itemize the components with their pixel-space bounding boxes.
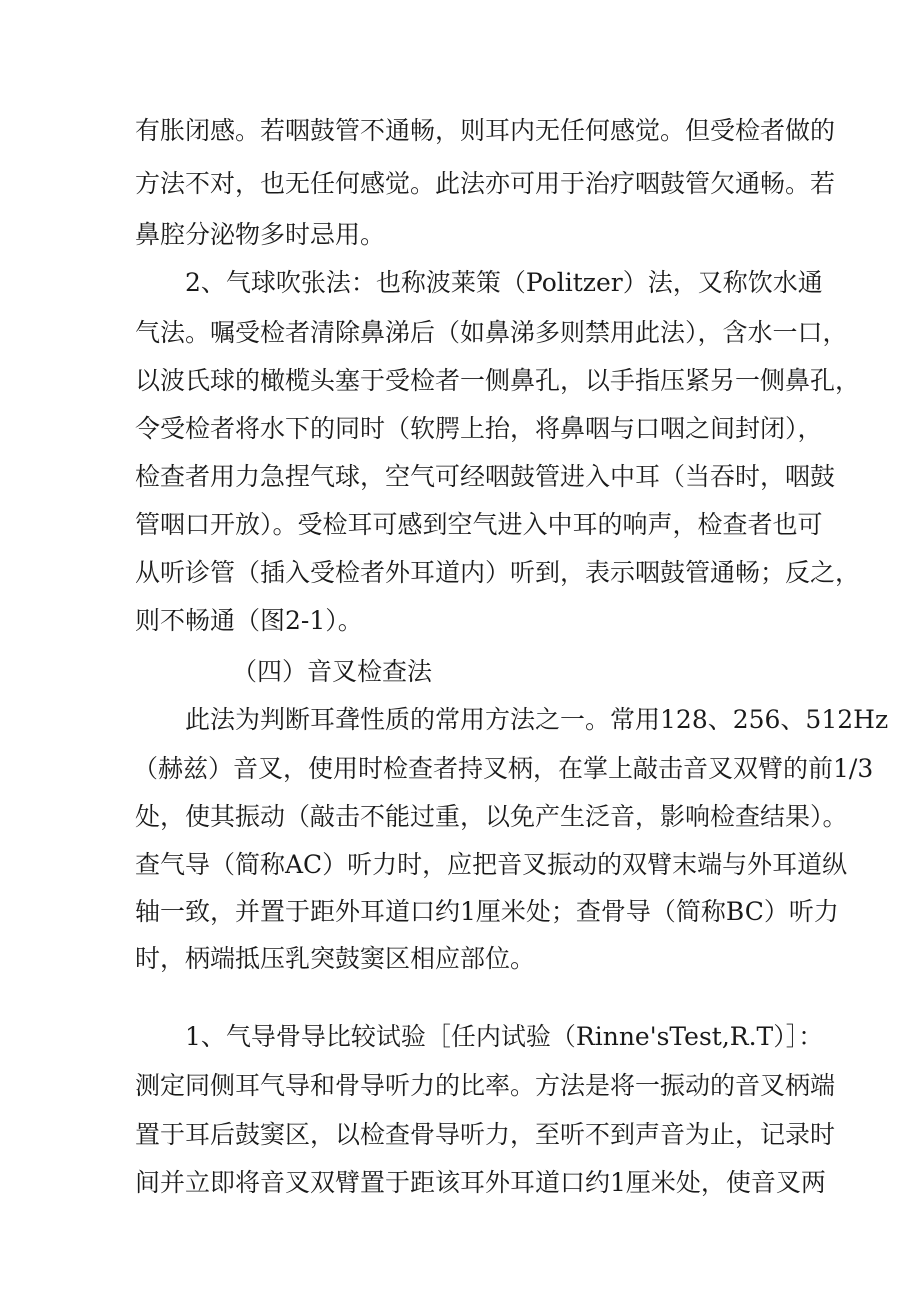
text-line: [0, 409, 920, 449]
line-text: 方法不对，也无任何感觉。此法亦可用于治疗咽鼓管欠通畅。若: [135, 169, 836, 198]
text-line: [0, 505, 920, 545]
line-text: 时，柄端抵压乳突鼓窦区相应部位。: [135, 944, 536, 973]
line-text: 气法。嘱受检者清除鼻涕后（如鼻涕多则禁用此法），含水一口，: [135, 318, 848, 347]
heading-text: （四）音叉检查法: [232, 657, 433, 686]
text-line: [0, 1115, 920, 1155]
text-line: [0, 797, 920, 837]
text-line: [0, 553, 920, 593]
line-text: （赫兹）音叉，使用时检查者持叉柄，在掌上敲击音叉双臂的前1/3: [133, 754, 874, 783]
line-text: 测定同侧耳气导和骨导听力的比率。方法是将一振动的音叉柄端: [135, 1071, 836, 1100]
line-text: 令受检者将水下的同时（软腭上抬，将鼻咽与口咽之间封闭），: [135, 414, 823, 443]
line-text: 从听诊管（插入受检者外耳道内）听到，表示咽鼓管通畅；反之，: [135, 558, 861, 587]
line-text: 2、气球吹张法：也称波莱策（Politzer）法，又称饮水通: [185, 268, 823, 297]
text-line: [0, 457, 920, 497]
text-line: [0, 1066, 920, 1106]
text-line: [0, 601, 920, 641]
section-heading: [0, 652, 920, 692]
text-line: [0, 313, 920, 353]
text-line: [0, 845, 920, 885]
text-line: [0, 1017, 920, 1057]
text-line: [0, 1163, 920, 1203]
line-text: 1、气导骨导比较试验［任内试验（Rinne'sTest,R.T）］：: [185, 1022, 824, 1051]
line-text: 处，使其振动（敲击不能过重，以免产生泛音，影响检查结果）。: [135, 802, 848, 831]
text-line: [0, 111, 920, 151]
line-text: 检查者用力急捏气球，空气可经咽鼓管进入中耳（当吞时，咽鼓: [135, 462, 836, 491]
text-line: [0, 749, 920, 789]
line-text: 间并立即将音叉双臂置于距该耳外耳道口约1厘米处，使音叉两: [135, 1168, 826, 1197]
line-text: 则不畅通（图2-1）。: [135, 606, 363, 635]
line-text: 置于耳后鼓窦区，以检查骨导听力，至听不到声音为止，记录时: [135, 1120, 836, 1149]
line-text: 以波氏球的橄榄头塞于受检者一侧鼻孔，以手指压紧另一侧鼻孔，: [135, 366, 861, 395]
line-text: 此法为判断耳聋性质的常用方法之一。常用128、256、512Hz: [185, 705, 889, 734]
text-line: [0, 700, 920, 740]
text-line: [0, 164, 920, 204]
line-text: 管咽口开放）。受检耳可感到空气进入中耳的响声，检查者也可: [135, 510, 823, 539]
line-text: 有胀闭感。若咽鼓管不通畅，则耳内无任何感觉。但受检者做的: [135, 116, 836, 145]
text-line: [0, 215, 920, 255]
line-text: 查气导（简称AC）听力时，应把音叉振动的双臂末端与外耳道纵: [135, 850, 848, 879]
text-line: [0, 939, 920, 979]
line-text: 鼻腔分泌物多时忌用。: [135, 220, 386, 249]
line-text: 轴一致，并置于距外耳道口约1厘米处；查骨导（简称BC）听力: [135, 897, 839, 926]
text-line: [0, 892, 920, 932]
text-line: [0, 361, 920, 401]
text-line: [0, 263, 920, 303]
